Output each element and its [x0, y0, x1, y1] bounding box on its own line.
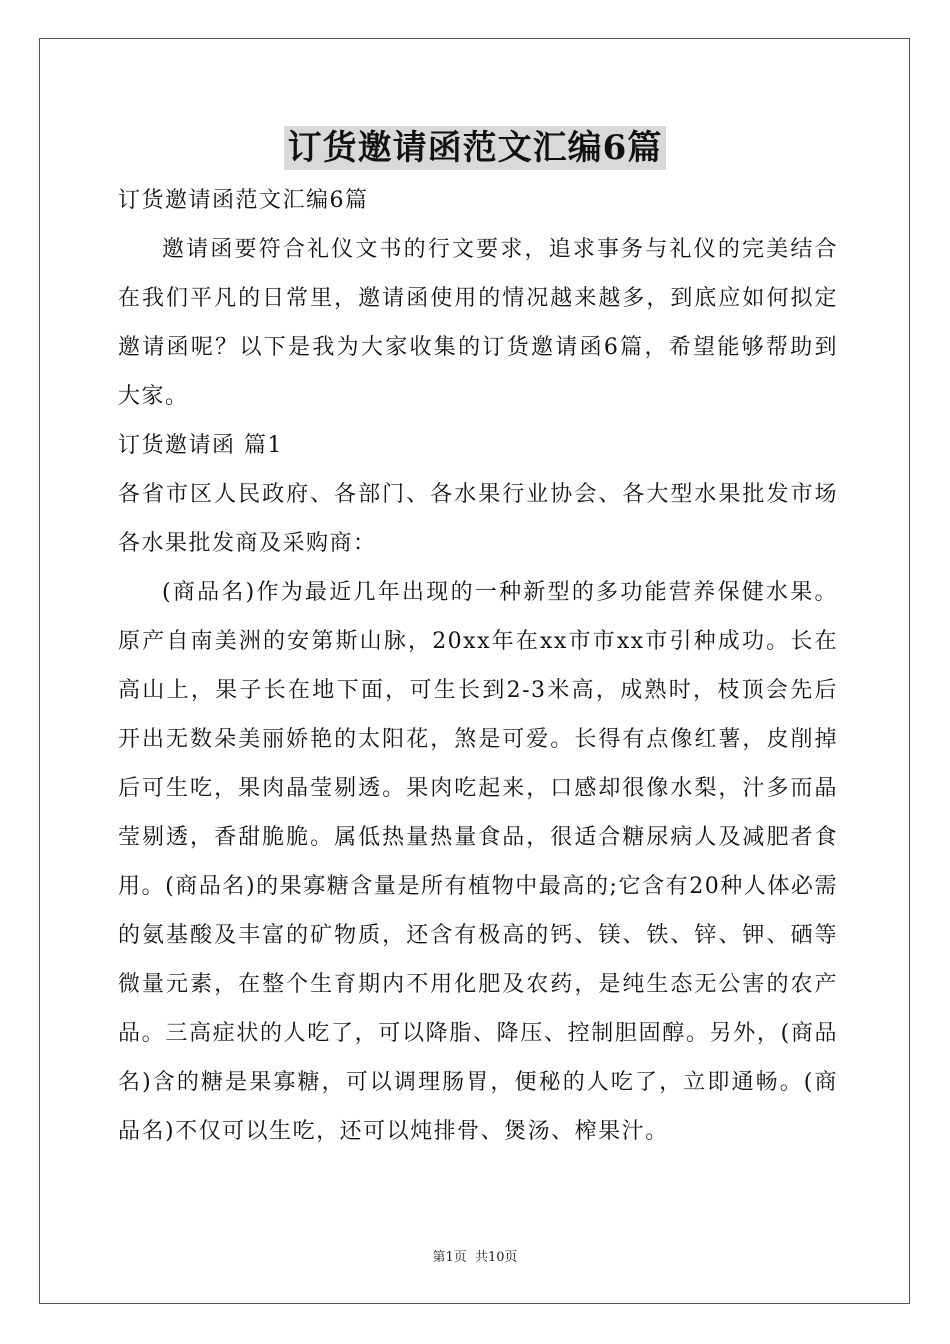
paragraph: 邀请函要符合礼仪文书的行文要求，追求事务与礼仪的完美结合在我们平凡的日常里，邀请函使用的情况越来越多，到底应如何拟定邀请函呢？以下是我为大家收集的订货邀请函6篇，希望能够帮助到大家。	[118, 237, 838, 409]
document-body	[118, 176, 838, 1156]
paragraph: 订货邀请函范文汇编6篇	[118, 188, 369, 213]
paragraph: (商品名)作为最近几年出现的一种新型的多功能营养保健水果。原产自南美洲的安第斯山脉，20xx年在xx市市xx市引种成功。长在高山上，果子长在地下面，可生长到2-3米高，成熟时，枝顶会先后开出无数朵美丽娇艳的太阳花，煞是可爱。长得有点像红薯，皮削掉后可生吃，果肉晶莹剔透。果肉吃起来，口感却很像水梨，汁多而晶莹剔透，香甜脆脆。属低热量热量食品，很适合糖尿病人及减肥者食用。(商品名)的果寡糖含量是所有植物中最高的;它含有20种人体必需的氨基酸及丰富的矿物质，还含有极高的钙、镁、铁、锌、钾、硒等微量元素，在整个生育期内不用化肥及农药，是纯生态无公害的农产品。三高症状的人吃了，可以降脂、降压、控制胆固醇。另外，(商品名)含的糖是果寡糖，可以调理肠胃，便秘的人吃了，立即通畅。(商品名)不仅可以生吃，还可以炖排骨、煲汤、榨果汁。	[118, 580, 838, 1144]
paragraph: 各省市区人民政府、各部门、各水果行业协会、各大型水果批发市场各水果批发商及采购商：	[118, 482, 838, 556]
paragraph: 订货邀请函 篇1	[118, 433, 283, 458]
page-total: 共10页	[474, 1250, 518, 1265]
document-title: 订货邀请函范文汇编6篇	[284, 126, 667, 170]
page-number: 第1页	[432, 1250, 467, 1265]
title-container	[0, 126, 950, 170]
page-footer	[0, 1246, 950, 1265]
